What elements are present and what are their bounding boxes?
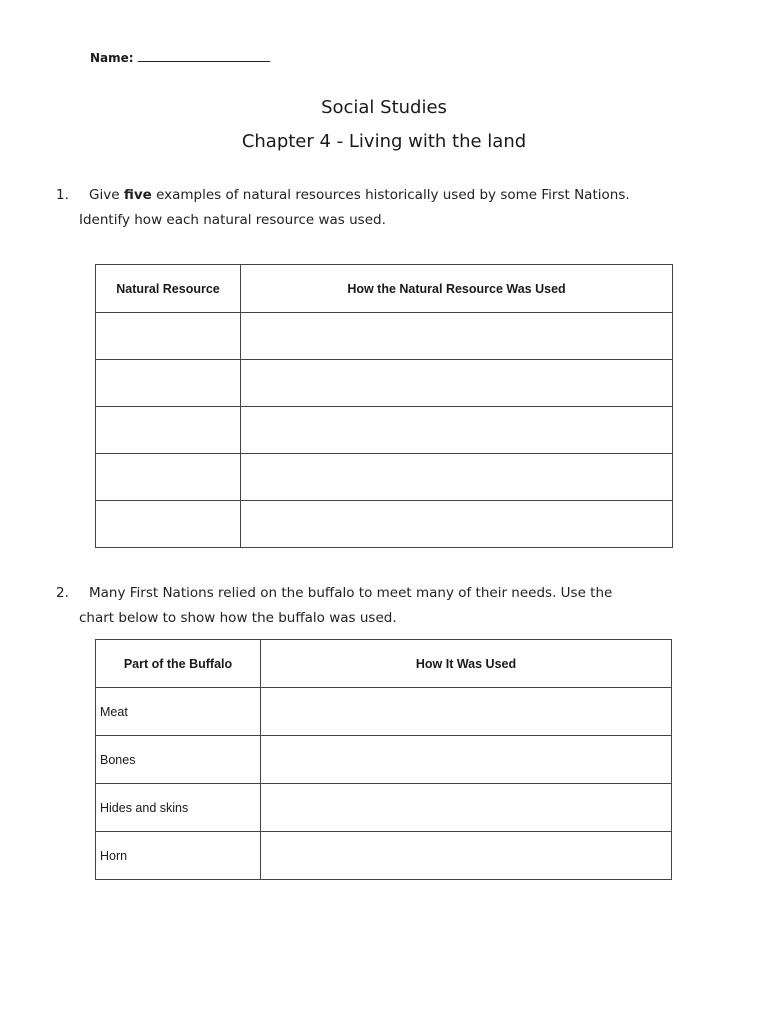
question-2	[56, 581, 696, 631]
resource-cell[interactable]	[96, 313, 241, 360]
column-header-how-it-was-used: How It Was Used	[261, 640, 672, 688]
table-row	[96, 688, 672, 736]
resource-cell[interactable]	[96, 407, 241, 454]
question-2-line-2: chart below to show how the buffalo was used.	[79, 610, 397, 626]
table-row	[96, 832, 672, 880]
question-2-line-1: Many First Nations relied on the buffalo to meet many of their needs. Use the	[89, 585, 613, 601]
usage-cell[interactable]	[261, 688, 672, 736]
name-blank-line[interactable]	[138, 49, 270, 62]
usage-cell[interactable]	[261, 736, 672, 784]
table-row	[96, 784, 672, 832]
chapter-title: Chapter 4 - Living with the land	[241, 131, 527, 152]
name-label: Name:	[90, 51, 134, 65]
question-1-line-2: Identify how each natural resource was used.	[79, 212, 386, 228]
usage-cell[interactable]	[241, 360, 673, 407]
buffalo-part-label: Meat	[96, 688, 261, 736]
table-row	[96, 736, 672, 784]
usage-cell[interactable]	[241, 313, 673, 360]
buffalo-part-label: Horn	[96, 832, 261, 880]
question-2-number: 2.	[56, 585, 69, 601]
column-header-part-of-buffalo: Part of the Buffalo	[96, 640, 261, 688]
subject-title: Social Studies	[321, 97, 447, 118]
resource-cell[interactable]	[96, 501, 241, 548]
table-header-row	[96, 265, 673, 313]
table-row	[96, 454, 673, 501]
question-1-emphasis: five	[123, 187, 152, 203]
table-row	[96, 501, 673, 548]
question-1-text-before: Give	[89, 187, 124, 203]
table-row	[96, 407, 673, 454]
usage-cell[interactable]	[261, 784, 672, 832]
question-1-text-after: examples of natural resources historically used by some First Nations.	[151, 187, 630, 203]
usage-cell[interactable]	[261, 832, 672, 880]
name-field	[90, 49, 270, 65]
table-row	[96, 313, 673, 360]
resource-cell[interactable]	[96, 454, 241, 501]
buffalo-part-label: Hides and skins	[96, 784, 261, 832]
natural-resource-table	[95, 264, 673, 548]
question-1-number: 1.	[56, 187, 69, 203]
buffalo-part-label: Bones	[96, 736, 261, 784]
usage-cell[interactable]	[241, 501, 673, 548]
table-row	[96, 360, 673, 407]
buffalo-table	[95, 639, 672, 880]
column-header-natural-resource: Natural Resource	[96, 265, 241, 313]
usage-cell[interactable]	[241, 407, 673, 454]
usage-cell[interactable]	[241, 454, 673, 501]
question-1	[56, 183, 696, 233]
table-header-row	[96, 640, 672, 688]
resource-cell[interactable]	[96, 360, 241, 407]
column-header-how-used: How the Natural Resource Was Used	[241, 265, 673, 313]
